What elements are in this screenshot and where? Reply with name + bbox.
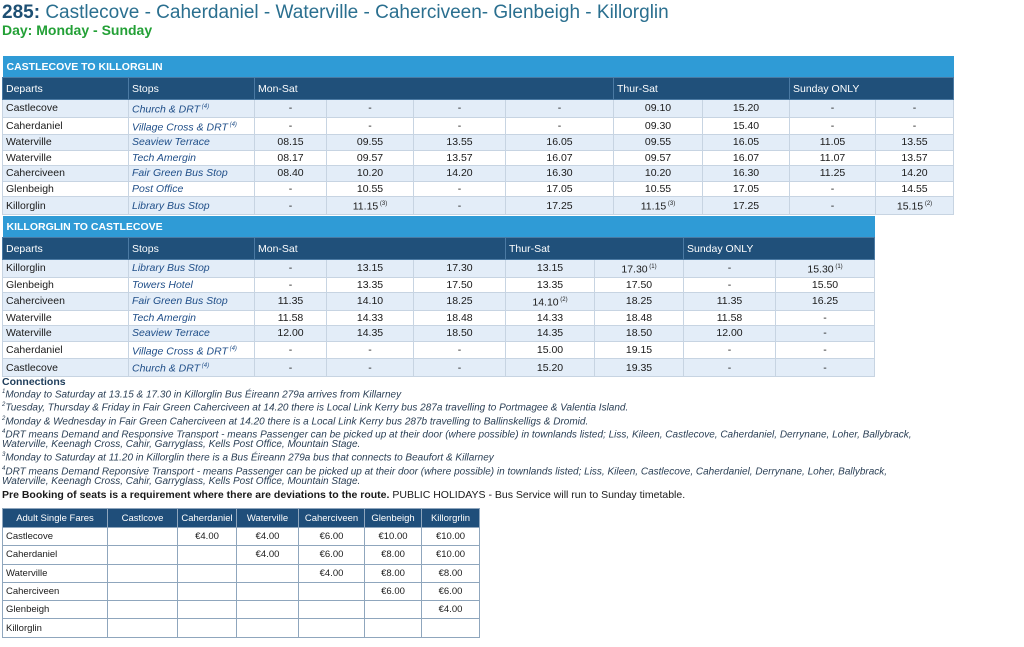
thur-sat-header: Thur-Sat [506,238,684,260]
departs-cell: Caherciveen [3,166,129,182]
fares-rows [3,509,480,638]
time-cell: 13.35 [327,277,414,293]
time-cell: 10.20 [614,166,703,182]
time-cell: 09.30 [614,117,703,135]
time-cell: 15.40 [703,117,790,135]
section-title-inbound: KILLORGLIN TO CASTLECOVE [3,216,875,238]
prebooking-bold: Pre Booking of seats is a requirement where there are deviations to the route. [2,489,390,501]
stop-cell: Seaview Terrace [129,326,255,342]
time-cell: - [506,100,614,118]
fare-cell [108,564,178,582]
time-cell: - [776,310,875,326]
time-cell: - [255,277,327,293]
table-row [3,564,480,582]
table-row [3,359,875,377]
time-cell: 13.55 [876,135,954,151]
stop-cell: Towers Hotel [129,277,255,293]
connections-title: Connections [2,376,66,388]
fare-origin-cell: Killorglin [3,619,108,637]
route-title [2,2,669,24]
table-row [3,181,954,197]
footnote-marker: (4) [200,104,210,110]
time-cell: 10.55 [614,181,703,197]
time-cell: - [684,260,776,278]
fares-column-header: Castlcove [108,509,178,528]
stop-cell: Village Cross & DRT $^{(4)}$ [129,341,255,359]
time-cell: - [414,341,506,359]
time-cell: - [414,117,506,135]
mon-sat-header: Mon-Sat [255,78,614,100]
table-row [3,582,480,600]
sunday-only-header: Sunday ONLY [790,78,954,100]
departs-cell: Castlecove [3,359,129,377]
time-cell: 15.30 $^{(1)}$ [776,260,875,278]
time-cell: - [414,181,506,197]
footnote-marker: (4) [200,363,210,370]
stops-header: Stops [129,238,255,260]
table-row [3,166,954,182]
fare-cell: €8.00 [365,564,422,582]
time-cell: - [876,100,954,118]
time-cell: 16.30 [703,166,790,182]
fares-column-header: Caherdaniel [178,509,237,528]
fare-cell: €4.00 [237,546,299,564]
time-cell: 15.20 [703,100,790,118]
fare-cell: €6.00 [299,528,365,546]
stop-cell: Village Cross & DRT $^{(4)}$ [129,117,255,135]
time-cell: 09.57 [327,150,414,166]
fare-cell: €4.00 [299,564,365,582]
footnote-marker: 1 [2,389,6,395]
departs-cell: Waterville [3,326,129,342]
stop-cell: Church & DRT $^{(4)}$ [129,100,255,118]
time-cell: 18.50 [414,326,506,342]
time-cell: 13.57 [414,150,506,166]
time-cell: 15.00 [506,341,595,359]
table-row [3,150,954,166]
time-cell: 14.55 [876,181,954,197]
time-cell: 09.57 [614,150,703,166]
footnote-marker: 2 [2,402,6,409]
time-cell: - [790,117,876,135]
table-row [3,117,954,135]
table-row [3,601,480,619]
fare-cell [365,619,422,637]
time-cell: 11.15 $^{(3)}$ [614,197,703,215]
fare-cell: €8.00 [422,564,480,582]
outbound-timetable [2,56,954,215]
time-cell: 13.35 [506,277,595,293]
time-cell: - [327,341,414,359]
time-cell: - [414,359,506,377]
time-cell: 08.15 [255,135,327,151]
time-cell: 14.20 [876,166,954,182]
fares-column-header: Adult Single Fares [3,509,108,528]
footnote-marker: 2 [2,415,6,422]
time-cell: 11.07 [790,150,876,166]
departs-header: Departs [3,238,129,260]
time-cell: 12.00 [684,326,776,342]
time-cell: 16.07 [506,150,614,166]
time-cell: 19.35 [595,359,684,377]
time-cell: 14.33 [327,310,414,326]
time-cell: 14.33 [506,310,595,326]
fares-table [2,508,480,638]
time-cell: - [684,277,776,293]
stop-cell: Seaview Terrace [129,135,255,151]
departs-cell: Killorglin [3,260,129,278]
fare-cell [178,582,237,600]
fare-cell [178,546,237,564]
fare-cell: €4.00 [422,601,480,619]
mon-sat-header: Mon-Sat [255,238,506,260]
fare-cell [299,582,365,600]
time-cell: 13.57 [876,150,954,166]
footnote-marker: (3) [378,201,388,208]
stop-cell: Tech Amergin [129,150,255,166]
fare-cell [237,619,299,637]
stop-cell: Library Bus Stop [129,197,255,215]
stop-cell: Post Office [129,181,255,197]
fare-cell [178,601,237,619]
time-cell: 17.05 [506,181,614,197]
footnote-marker: (4) [227,345,237,352]
time-cell: - [255,197,327,215]
footnote-marker: (1) [833,264,843,270]
time-cell: 13.55 [414,135,506,151]
departs-cell: Waterville [3,135,129,151]
time-cell: 10.55 [327,181,414,197]
time-cell: 17.50 [414,277,506,293]
fare-cell: €10.00 [422,528,480,546]
prebooking-normal: PUBLIC HOLIDAYS - Bus Service will run to Sunday timetable. [389,489,686,501]
fare-cell [108,582,178,600]
inbound-timetable [2,216,875,377]
time-cell: 13.15 [506,260,595,278]
time-cell: 08.17 [255,150,327,166]
section-title-outbound: CASTLECOVE TO KILLORGLIN [3,56,954,78]
fare-cell: €10.00 [422,546,480,564]
table-row [3,277,875,293]
time-cell: 15.50 [776,277,875,293]
fare-cell [237,564,299,582]
time-cell: 16.05 [506,135,614,151]
table-row [3,341,875,359]
departs-cell: Caherdaniel [3,341,129,359]
time-cell: 14.35 [506,326,595,342]
fare-cell [108,601,178,619]
fares-column-header: Glenbeigh [365,509,422,528]
thur-sat-header: Thur-Sat [614,78,790,100]
time-cell: 11.35 [255,293,327,311]
fare-cell: €10.00 [365,528,422,546]
time-cell: 18.48 [414,310,506,326]
connections-notes [2,377,1024,487]
fares-column-header: Caherciveen [299,509,365,528]
departs-cell: Glenbeigh [3,181,129,197]
time-cell: 18.25 [414,293,506,311]
time-cell: 15.15 $^{(2)}$ [876,197,954,215]
footnote-marker: (4) [227,121,237,128]
time-cell: 17.05 [703,181,790,197]
time-cell: 09.55 [327,135,414,151]
footnote-marker: (3) [666,201,676,208]
time-cell: 13.15 [327,260,414,278]
connection-note: $^2$Tuesday, Thursday & Friday in Fair Green Caherciveen at 14.20 there is Local Link Kerry bus 287a travelling to Portmagee & Valentia Island. [2,402,629,414]
table-row [3,197,954,215]
route-name: Castlecove - Caherdaniel - Waterville - Caherciveen- Glenbeigh - Killorglin [45,2,669,23]
time-cell: - [790,197,876,215]
fare-origin-cell: Glenbeigh [3,601,108,619]
time-cell: 11.58 [684,310,776,326]
time-cell: 17.30 [414,260,506,278]
departs-cell: Waterville [3,310,129,326]
time-cell: 17.30 $^{(1)}$ [595,260,684,278]
time-cell: 17.50 [595,277,684,293]
fare-origin-cell: Caherciveen [3,582,108,600]
fare-cell: €6.00 [422,582,480,600]
table-row [3,546,480,564]
stop-cell: Library Bus Stop [129,260,255,278]
time-cell: 11.35 [684,293,776,311]
departs-cell: Glenbeigh [3,277,129,293]
table-row [3,293,875,311]
time-cell: - [255,341,327,359]
time-cell: - [414,197,506,215]
time-cell: 15.20 [506,359,595,377]
footnote-marker: (1) [647,264,657,270]
table-row [3,619,480,637]
fare-cell: €4.00 [178,528,237,546]
time-cell: 09.55 [614,135,703,151]
table-row [3,260,875,278]
fare-cell: €4.00 [237,528,299,546]
time-cell: - [255,260,327,278]
fares-column-header: Killorgrlin [422,509,480,528]
footnote-marker: 4 [2,465,6,472]
table-row [3,528,480,546]
fare-cell [365,601,422,619]
time-cell: 17.25 [506,197,614,215]
fare-cell [108,619,178,637]
time-cell: - [684,359,776,377]
fare-origin-cell: Waterville [3,564,108,582]
outbound-rows [3,100,954,215]
time-cell: 16.25 [776,293,875,311]
departs-cell: Castlecove [3,100,129,118]
time-cell: - [684,341,776,359]
time-cell: 12.00 [255,326,327,342]
time-cell: - [255,100,327,118]
departs-cell: Caherdaniel [3,117,129,135]
table-row [3,326,875,342]
time-cell: 14.10 [327,293,414,311]
stop-cell: Tech Amergin [129,310,255,326]
time-cell: 14.10 $^{(2)}$ [506,293,595,311]
connection-note: $^3$Monday to Saturday at 11.20 in Killorglin there is a Bus Éireann 279a bus that connects to Beaufort & Killarney [2,452,494,464]
time-cell: - [327,359,414,377]
fare-origin-cell: Castlecove [3,528,108,546]
fare-cell [178,564,237,582]
table-row [3,135,954,151]
fare-cell: €6.00 [299,546,365,564]
connection-note: $^4$DRT means Demand Reponsive Transport - means Passenger can be picked up at their door (where possible) in townlands listed; Liss, Kileen, Castlecove, Caherdaniel, Derrynane, Loher, Ballybrack, Waterville, Keenagh Cross, Cahir, Garryglass, Kells Post Office, Mountain Stage. [2,465,888,487]
time-cell: 11.05 [790,135,876,151]
time-cell: - [327,117,414,135]
time-cell: 09.10 [614,100,703,118]
departs-header: Departs [3,78,129,100]
time-cell: - [255,117,327,135]
time-cell: 18.25 [595,293,684,311]
time-cell: - [255,181,327,197]
stop-cell: Fair Green Bus Stop [129,166,255,182]
inbound-rows [3,260,875,377]
fare-cell [178,619,237,637]
fare-origin-cell: Caherdaniel [3,546,108,564]
fares-header-row [3,509,480,528]
time-cell: 17.25 [703,197,790,215]
time-cell: - [506,117,614,135]
connection-note: $^2$Monday & Wednesday in Fair Green Caherciveen at 14.20 there is a Local Link Kerry bus 287b travelling to Ballinskelligs & Dromid. [2,415,589,427]
time-cell: 10.20 [327,166,414,182]
footnote-marker: 3 [2,452,6,459]
connection-note: $^1$Monday to Saturday at 13.15 & 17.30 in Killorglin Bus Éireann 279a arrives from Killarney [2,389,402,401]
time-cell: - [876,117,954,135]
time-cell: 16.30 [506,166,614,182]
time-cell: - [776,341,875,359]
time-cell: 18.50 [595,326,684,342]
fare-cell [108,546,178,564]
time-cell: - [776,359,875,377]
connection-note: $^4$DRT means Demand and Responsive Transport - means Passenger can be picked up at their door (where possible) in townlands listed; Liss, Kileen, Castlecove, Caherdaniel, Derrynane, Loher, Ballybrack, Waterville, Keenagh Cross, Cahir, Garryglass, Kells Post Office, Mountain Stage. [2,428,912,451]
time-cell: - [790,181,876,197]
departs-cell: Killorglin [3,197,129,215]
time-cell: 08.40 [255,166,327,182]
time-cell: - [327,100,414,118]
table-row [3,100,954,118]
time-cell: - [776,326,875,342]
time-cell: 16.07 [703,150,790,166]
days-of-operation: Day: Monday - Sunday [2,22,153,38]
time-cell: - [414,100,506,118]
footnote-marker: (2) [558,297,568,304]
stop-cell: Fair Green Bus Stop [129,293,255,311]
fares-column-header: Waterville [237,509,299,528]
time-cell: 11.58 [255,310,327,326]
fare-cell [237,582,299,600]
time-cell: 14.20 [414,166,506,182]
route-number: 285: [2,2,41,23]
time-cell: 14.35 [327,326,414,342]
time-cell: 11.25 [790,166,876,182]
fare-cell [108,528,178,546]
prebooking-notice [2,489,685,501]
fare-cell [299,619,365,637]
fare-cell: €8.00 [365,546,422,564]
departs-cell: Waterville [3,150,129,166]
fare-cell: €6.00 [365,582,422,600]
table-row [3,310,875,326]
footnote-marker: (2) [923,201,933,208]
time-cell: 16.05 [703,135,790,151]
fare-cell [299,601,365,619]
footnote-marker: 4 [2,428,6,435]
stops-header: Stops [129,78,255,100]
notes-list [2,387,1024,487]
departs-cell: Caherciveen [3,293,129,311]
fare-cell [422,619,480,637]
time-cell: - [255,359,327,377]
time-cell: 18.48 [595,310,684,326]
stop-cell: Church & DRT $^{(4)}$ [129,359,255,377]
fare-cell [237,601,299,619]
time-cell: 19.15 [595,341,684,359]
time-cell: - [790,100,876,118]
sunday-only-header: Sunday ONLY [684,238,875,260]
time-cell: 11.15 $^{(3)}$ [327,197,414,215]
